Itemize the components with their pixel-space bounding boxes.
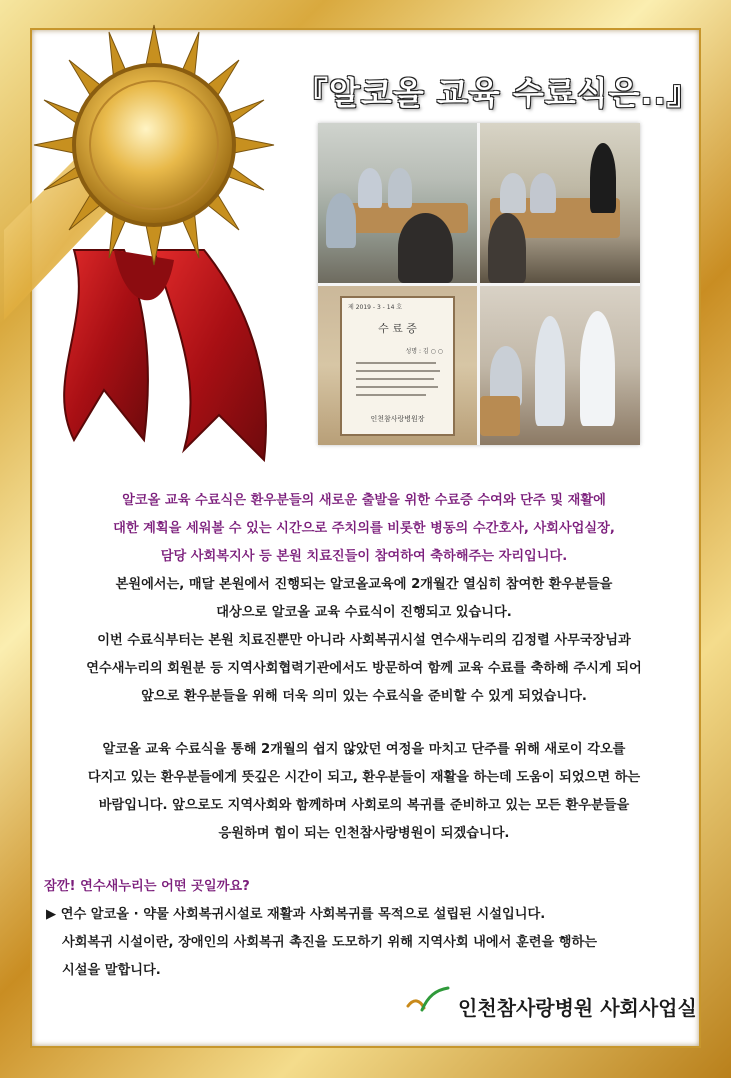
text-line: 대한 계획을 세워볼 수 있는 시간으로 주치의를 비롯한 병동의 수간호사, 사회사업실장, xyxy=(113,521,615,536)
certificate-photo xyxy=(318,286,477,445)
text-line: 알코올 교육 수료식은 환우분들의 새로운 출발을 위한 수료증 수여와 단주 및 재활에 xyxy=(122,493,606,508)
page-title: 『알코올 교육 수료식은..』 xyxy=(296,74,700,112)
ceremony-photo-2 xyxy=(480,123,640,283)
text-line: 앞으로 환우분들을 위해 더욱 의미 있는 수료식을 준비할 수 있게 되었습니다. xyxy=(141,689,587,704)
paragraph-intro xyxy=(34,487,694,711)
photo-collage xyxy=(318,123,640,445)
notice-item: ▶ 연수 알코올 · 약물 사회복귀시설로 재활과 사회복귀를 목적으로 설립된 시설입니다. xyxy=(46,907,546,922)
text-line: 알코올 교육 수료식을 통해 2개월의 쉽지 않았던 여정을 마치고 단주를 위해 새로이 각오를 xyxy=(102,742,626,757)
paragraph-closing xyxy=(34,736,694,848)
text-line: 대상으로 알코올 교육 수료식이 진행되고 있습니다. xyxy=(216,605,512,620)
text-line: 본원에서는, 매달 본원에서 진행되는 알코올교육에 2개월간 열심히 참여한 환우분들을 xyxy=(115,577,613,592)
certificate-title: 수 료 증 xyxy=(378,322,417,335)
text-line: 응원하며 힘이 되는 인천참사랑병원이 되겠습니다. xyxy=(218,826,510,841)
certificate xyxy=(340,296,455,436)
text-line: 이번 수료식부터는 본원 치료진뿐만 아니라 사회복귀시설 연수새누리의 김정렬 사무국장님과 xyxy=(97,633,631,648)
notice-sub-line: 사회복귀 시설이란, 장애인의 사회복귀 촉진을 도모하기 위해 지역사회 내에서 훈련을 행하는 xyxy=(62,935,598,950)
info-notice xyxy=(44,873,694,985)
hospital-logo-icon xyxy=(406,984,450,1016)
signature-text: 인천참사랑병원 사회사업실 xyxy=(458,996,697,1020)
notice-sub-line: 시설을 말합니다. xyxy=(62,963,161,978)
certificate-number: 제 2019 - 3 - 14 호 xyxy=(348,304,403,311)
text-line: 다지고 있는 환우분들에게 뜻깊은 시간이 되고, 환우분들이 재활을 하는데 도움이 되었으면 하는 xyxy=(87,770,641,785)
certificate-issuer: 인천참사랑병원장 xyxy=(370,415,425,423)
notice-heading: 잠깐! 연수새누리는 어떤 곳일까요? xyxy=(44,879,250,894)
text-line: 연수새누리의 회원분 등 지역사회협력기관에서도 방문하여 함께 교육 수료를 축하해 주시게 되어 xyxy=(86,661,642,676)
signature xyxy=(406,984,696,1024)
medal-ribbon-icon xyxy=(4,20,304,490)
ceremony-photo-1 xyxy=(318,123,477,283)
ceremony-photo-3 xyxy=(480,286,640,445)
certificate-name: 성명 : 김 ○ ○ xyxy=(405,348,443,355)
text-line: 바람입니다. 앞으로도 지역사회와 함께하며 사회로의 복귀를 준비하고 있는 모든 환우분들을 xyxy=(98,798,630,813)
text-line: 담당 사회복지사 등 본원 치료진들이 참여하여 축하해주는 자리입니다. xyxy=(160,549,568,564)
